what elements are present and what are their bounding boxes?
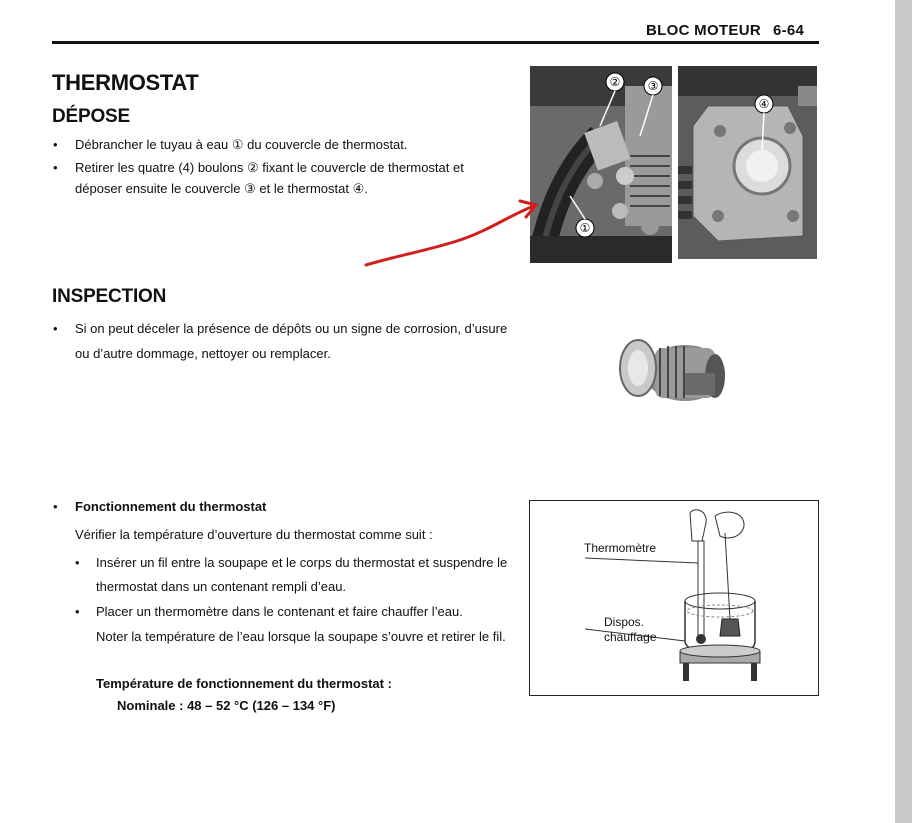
step-1: Insérer un fil entre la soupape et le corps du thermostat et suspendre le xyxy=(96,555,508,570)
page-number: 6-64 xyxy=(772,22,805,39)
depose-step-1: Débrancher le tuyau à eau ① du couvercle de thermostat. xyxy=(75,137,408,152)
fonctionnement-intro: Vérifier la température d’ouverture du thermostat comme suit : xyxy=(75,527,433,542)
figure-thermostat-test xyxy=(529,500,819,696)
depose-title: DÉPOSE xyxy=(52,106,130,127)
step-2: Placer un thermomètre dans le contenant et faire chauffer l’eau. xyxy=(96,604,463,619)
spec-value: Nominale : 48 – 52 °C (126 – 134 °F) xyxy=(117,698,336,713)
label-heater-2: chauffage xyxy=(604,630,657,644)
step-3: Noter la température de l’eau lorsque la soupape s’ouvre et retirer le fil. xyxy=(96,629,506,644)
inspection-title: INSPECTION xyxy=(52,286,167,307)
label-heater-1: Dispos. xyxy=(604,615,645,629)
page-header xyxy=(646,22,804,39)
depose-step-2-cont: déposer ensuite le couvercle ③ et le thermostat ④. xyxy=(75,181,368,196)
depose-step-2: Retirer les quatre (4) boulons ② fixant le couvercle de thermostat et xyxy=(75,160,464,175)
photo-thermostat-part xyxy=(610,318,740,418)
callout-3: ③ xyxy=(647,79,659,93)
bullet-marker: • xyxy=(53,137,58,152)
header-rule xyxy=(52,41,819,44)
bullet-marker: • xyxy=(75,604,80,619)
photo-thermostat-housing xyxy=(678,66,817,259)
bullet-marker: • xyxy=(53,160,58,175)
red-annotation-arrow xyxy=(360,195,540,270)
header-title: BLOC MOTEUR xyxy=(646,22,761,39)
inspection-line-2: ou d’autre dommage, nettoyer ou remplacer. xyxy=(75,346,331,361)
scrollbar[interactable] xyxy=(895,0,912,823)
figure-drawing xyxy=(530,501,818,695)
callout-4: ④ xyxy=(758,97,770,111)
fonctionnement-title: Fonctionnement du thermostat xyxy=(75,499,267,514)
bullet-marker: • xyxy=(53,321,58,336)
photo-thermostat-cover-installed xyxy=(530,66,672,263)
step-1-cont: thermostat dans un contenant rempli d’eau. xyxy=(96,579,347,594)
inspection-line-1: Si on peut déceler la présence de dépôts ou un signe de corrosion, d’usure xyxy=(75,321,508,336)
callout-1: ① xyxy=(579,221,591,235)
section-title: THERMOSTAT xyxy=(52,70,199,95)
label-thermometer: Thermomètre xyxy=(584,541,657,555)
callout-2: ② xyxy=(609,75,621,89)
bullet-marker: • xyxy=(75,555,80,570)
spec-label: Température de fonctionnement du thermostat : xyxy=(96,676,392,691)
bullet-marker: • xyxy=(53,499,58,514)
